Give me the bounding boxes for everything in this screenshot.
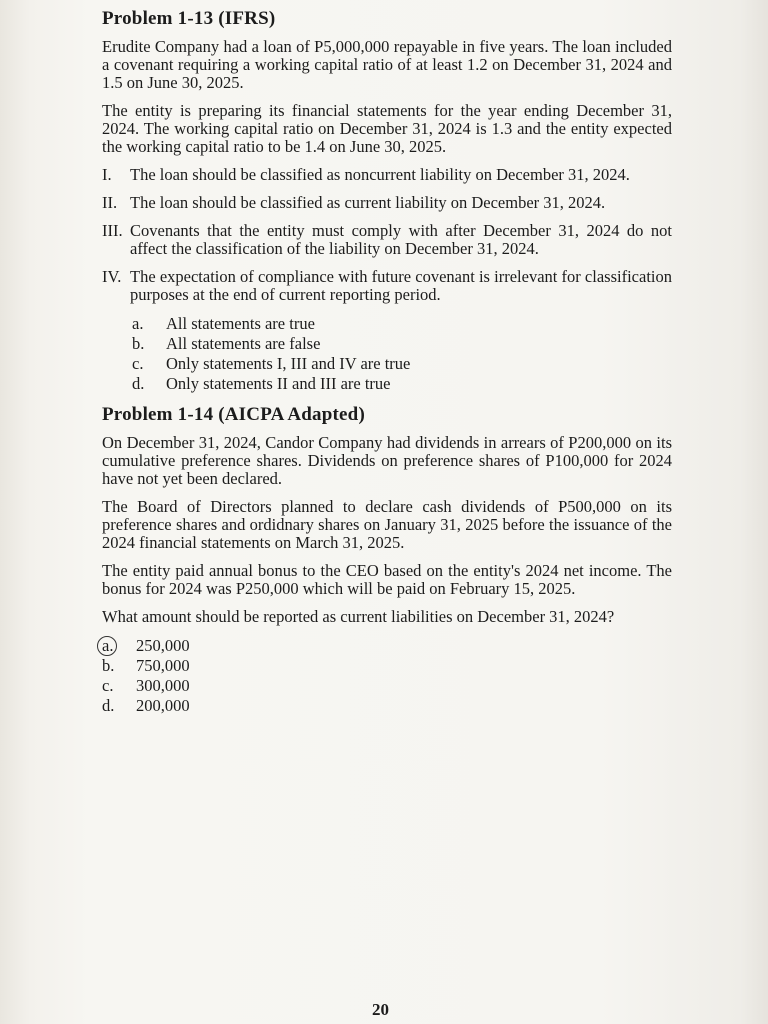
- statement-number: I.: [102, 165, 112, 184]
- choice-letter: c.: [102, 676, 114, 695]
- statement-text: The loan should be classified as current liability on December 31, 2024.: [130, 193, 606, 212]
- problem-1-13: [102, 8, 672, 394]
- answer-choice: [132, 374, 672, 394]
- choice-letter: a.: [132, 314, 144, 333]
- problem-paragraph: The Board of Directors planned to declare cash dividends of P500,000 on its preference shares and ordidnary shares on January 31, 2025 before the issuance of the 2024 financial statements on March 31, 2025.: [102, 497, 672, 552]
- problem-paragraph: Erudite Company had a loan of P5,000,000 repayable in five years. The loan included a covenant requiring a working capital ratio of at least 1.2 on December 31, 2024 and 1.5 on June 30, 2025.: [102, 37, 672, 92]
- statement-item: [102, 268, 672, 304]
- answer-choice: [102, 636, 672, 656]
- choice-text: All statements are true: [166, 314, 315, 333]
- choice-letter: b.: [132, 334, 145, 353]
- statement-item: [102, 222, 672, 258]
- statement-number: IV.: [102, 267, 122, 286]
- answer-choice: [132, 334, 672, 354]
- problem-paragraph: The entity paid annual bonus to the CEO based on the entity's 2024 net income. The bonus for 2024 was P250,000 which will be paid on February 15, 2025.: [102, 561, 672, 598]
- problem-paragraph: On December 31, 2024, Candor Company had dividends in arrears of P200,000 on its cumulative preference shares. Dividends on preference shares of P100,000 for 2024 have not yet been declared.: [102, 433, 672, 488]
- choice-letter: c.: [132, 354, 144, 373]
- choice-letter: d.: [102, 696, 115, 715]
- answer-choices: [132, 314, 672, 394]
- choice-text: Only statements I, III and IV are true: [166, 354, 411, 373]
- statement-number: II.: [102, 193, 118, 212]
- statement-item: [102, 194, 672, 212]
- choice-text: 250,000: [136, 636, 190, 655]
- choice-letter-circled: a.: [102, 636, 136, 656]
- problem-1-14: [102, 404, 672, 716]
- answer-choice: [132, 354, 672, 374]
- answer-choice: [102, 696, 672, 716]
- choice-text: Only statements II and III are true: [166, 374, 391, 393]
- statement-text: Covenants that the entity must comply with after December 31, 2024 do not affect the classification of the liability on December 31, 2024.: [130, 221, 672, 258]
- page-number: 20: [372, 1000, 389, 1019]
- answer-choice: [102, 676, 672, 696]
- problem-question: What amount should be reported as current liabilities on December 31, 2024?: [102, 607, 615, 626]
- page-content: [102, 8, 672, 722]
- choice-text: 200,000: [136, 696, 190, 715]
- problem-title: Problem 1-13 (IFRS): [102, 8, 276, 29]
- answer-choices: [102, 636, 672, 716]
- choice-letter: b.: [102, 656, 115, 675]
- choice-text: 750,000: [136, 656, 190, 675]
- statement-text: The loan should be classified as noncurrent liability on December 31, 2024.: [130, 165, 630, 184]
- choice-text: All statements are false: [166, 334, 321, 353]
- answer-choice: [102, 656, 672, 676]
- statement-item: [102, 166, 672, 184]
- statement-text: The expectation of compliance with future covenant is irrelevant for classification purposes at the end of current reporting period.: [130, 267, 672, 304]
- choice-letter: d.: [132, 374, 145, 393]
- answer-choice: [132, 314, 672, 334]
- statement-number: III.: [102, 221, 123, 240]
- problem-title: Problem 1-14 (AICPA Adapted): [102, 404, 365, 425]
- problem-paragraph: The entity is preparing its financial statements for the year ending December 31, 2024. The working capital ratio on December 31, 2024 is 1.3 and the entity expected the working capital ratio to be 1.4 on June 30, 2025.: [102, 101, 672, 156]
- choice-text: 300,000: [136, 676, 190, 695]
